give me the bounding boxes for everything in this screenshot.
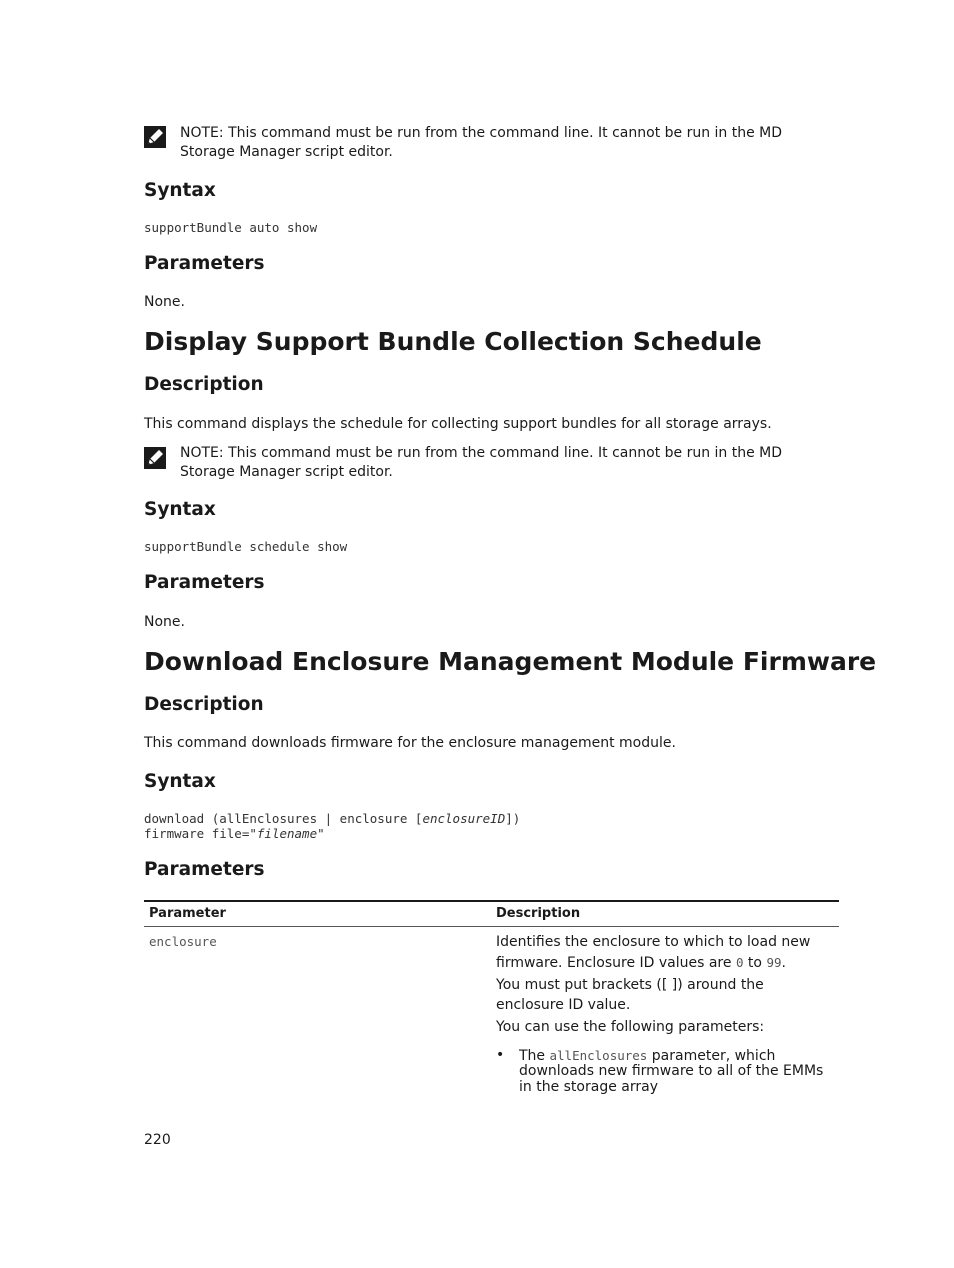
description-paragraph: You can use the following parameters: (496, 1019, 765, 1035)
syntax-heading: Syntax (144, 180, 216, 201)
description-text: This command downloads firmware for the enclosure management module. (144, 735, 676, 751)
parameters-heading: Parameters (144, 253, 265, 274)
parameters-text: None. (144, 294, 185, 310)
syntax-code-line-1 (144, 811, 520, 826)
description-heading: Description (144, 694, 264, 715)
list-item (496, 1048, 836, 1096)
description-text: This command displays the schedule for collecting support bundles for all storage arrays. (144, 416, 772, 432)
text: The (519, 1047, 550, 1064)
column-header-description: Description (496, 906, 581, 921)
code-value: 99 (766, 954, 782, 970)
syntax-heading: Syntax (144, 771, 216, 792)
description-paragraph (496, 933, 836, 973)
code-text: ]) (505, 811, 521, 826)
table-header-row (144, 902, 839, 927)
text: parameter, which downloads new firmware to all of the EMMs in the storage array (519, 1047, 824, 1095)
code-value: allEnclosures (549, 1047, 648, 1063)
page-number: 220 (144, 1132, 171, 1148)
note-pencil-icon (144, 447, 166, 469)
parameters-table (144, 900, 839, 1095)
syntax-code-line-2 (144, 826, 325, 841)
syntax-heading: Syntax (144, 499, 216, 520)
code-text: " (317, 826, 325, 841)
parameters-heading: Parameters (144, 572, 265, 593)
column-header-parameter: Parameter (149, 906, 226, 921)
section-title: Display Support Bundle Collection Schedule (144, 327, 762, 356)
parameter-name: enclosure (149, 934, 217, 949)
section-title: Download Enclosure Management Module Firmware (144, 647, 877, 676)
bullet-icon: • (496, 1046, 505, 1063)
description-paragraph: You must put brackets ([ ]) around the enclosure ID value. (496, 977, 764, 1013)
syntax-code: supportBundle schedule show (144, 539, 348, 554)
code-value: 0 (735, 954, 744, 970)
code-variable: enclosureID (422, 811, 506, 826)
note-pencil-icon (144, 126, 166, 148)
note-label: NOTE: (180, 125, 224, 141)
text: Identifies the enclosure to which to load new firmware. Enclosure ID values are (496, 934, 811, 971)
syntax-code: supportBundle auto show (144, 220, 318, 235)
description-heading: Description (144, 374, 264, 395)
note-label: NOTE: (180, 445, 224, 461)
parameters-heading: Parameters (144, 859, 265, 880)
note-text: This command must be run from the command line. It cannot be run in the MD Storage Manager script editor. (180, 445, 783, 480)
code-variable: filename (256, 826, 318, 841)
parameter-description (496, 933, 836, 1095)
note-1 (180, 124, 820, 162)
code-text: download (allEnclosures | enclosure [ (144, 811, 423, 826)
note-2 (180, 444, 820, 482)
note-text: This command must be run from the command line. It cannot be run in the MD Storage Manager script editor. (180, 125, 783, 160)
text: to (743, 954, 767, 971)
parameters-text: None. (144, 614, 185, 630)
text: . (781, 954, 786, 971)
code-text: firmware file=" (144, 826, 257, 841)
